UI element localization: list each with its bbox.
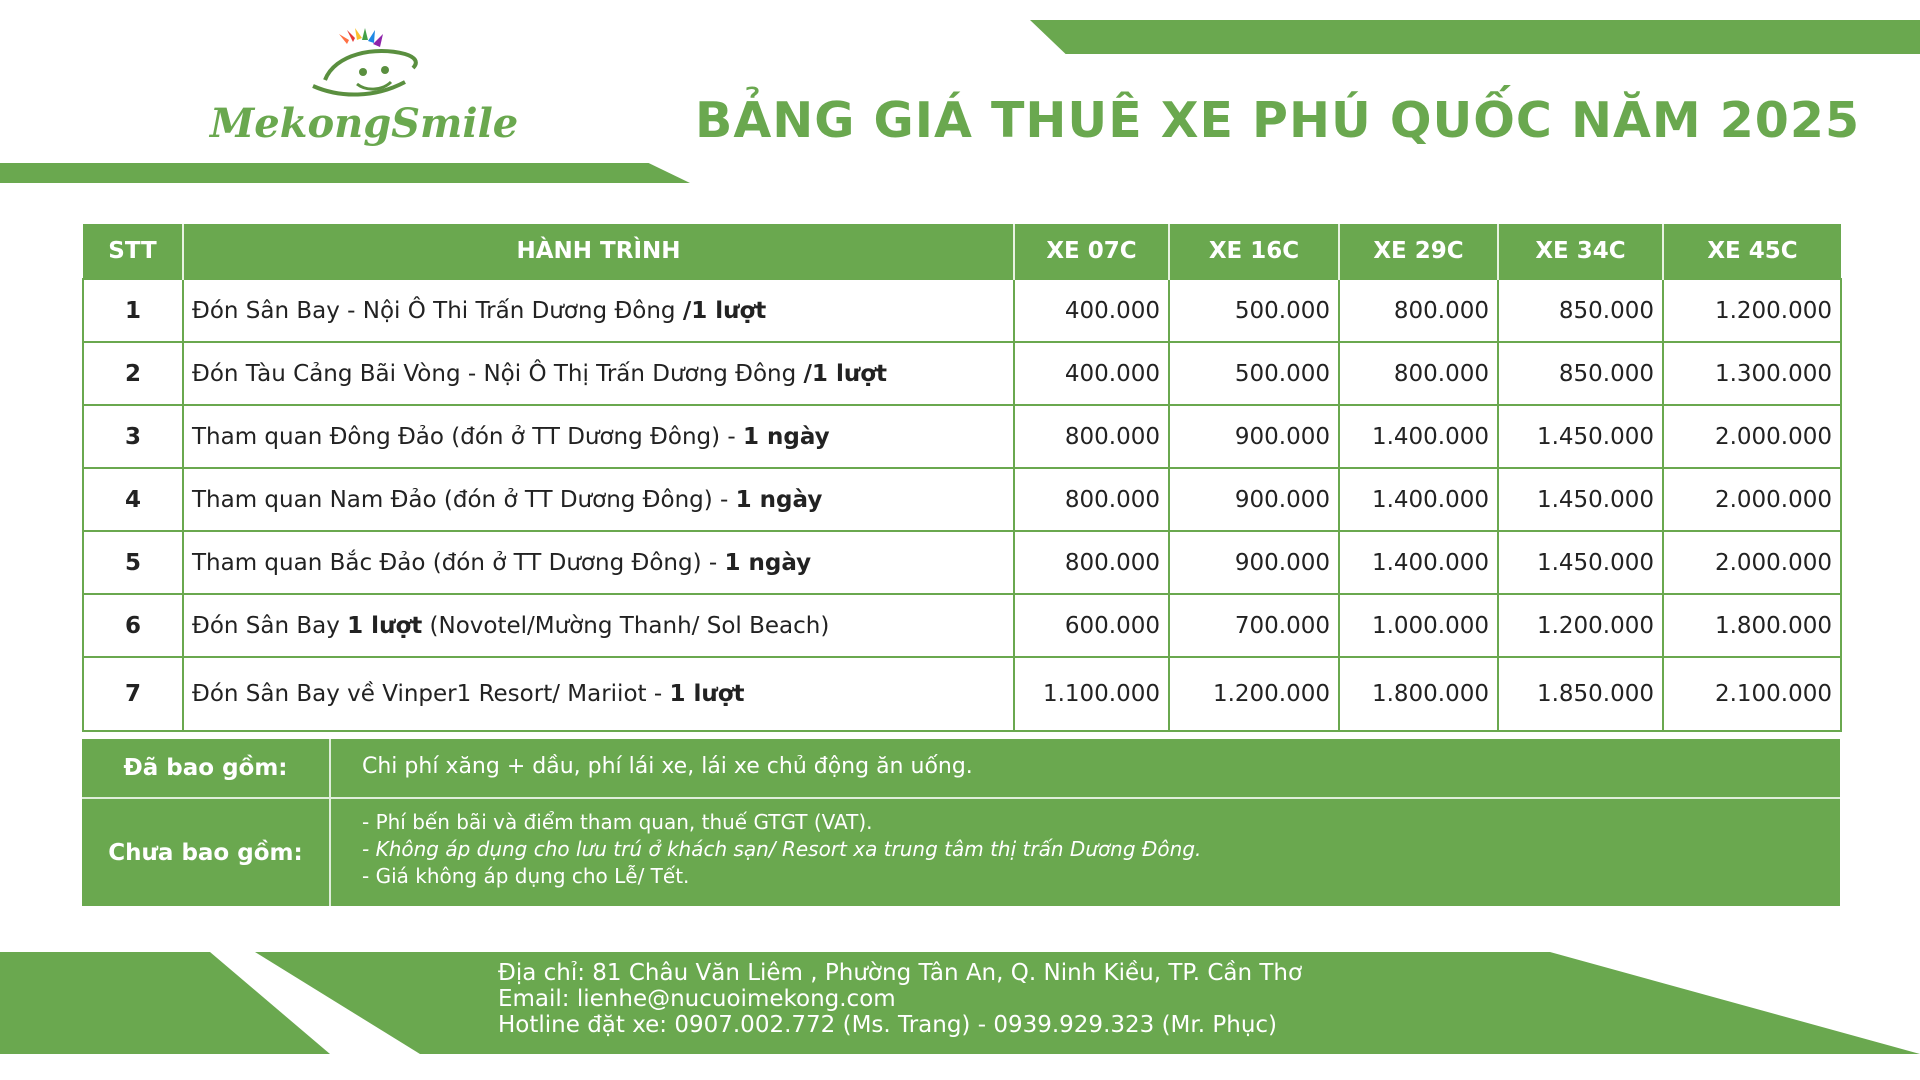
row-route — [183, 342, 1014, 405]
price-xe-16c: 700.000 — [1169, 594, 1339, 657]
route-tail-text: (Novotel/Mường Thanh/ Sol Beach) — [422, 612, 830, 639]
brand-logo — [210, 28, 530, 158]
price-xe-45c: 2.000.000 — [1663, 531, 1841, 594]
route-text: Đón Tàu Cảng Bãi Vòng - Nội Ô Thị Trấn Dương Đông — [192, 360, 804, 387]
price-xe-16c: 500.000 — [1169, 342, 1339, 405]
price-xe-45c: 1.300.000 — [1663, 342, 1841, 405]
contact-info — [498, 960, 1302, 1038]
excluded-label: Chưa bao gồm: — [82, 799, 331, 906]
row-route — [183, 468, 1014, 531]
route-bold-text: 1 ngày — [743, 423, 830, 450]
price-xe-07c: 600.000 — [1014, 594, 1169, 657]
price-xe-29c: 800.000 — [1339, 279, 1498, 342]
row-stt: 1 — [83, 279, 183, 342]
included-row — [82, 739, 1840, 799]
price-xe-16c: 900.000 — [1169, 405, 1339, 468]
route-bold-text: 1 lượt — [669, 681, 745, 707]
price-xe-07c: 800.000 — [1014, 468, 1169, 531]
price-xe-16c: 500.000 — [1169, 279, 1339, 342]
route-text: Tham quan Đông Đảo (đón ở TT Dương Đông) - — [192, 423, 744, 450]
row-route — [183, 657, 1014, 731]
price-xe-16c: 900.000 — [1169, 531, 1339, 594]
route-text: Đón Sân Bay — [192, 612, 348, 639]
header-stt: STT — [83, 224, 183, 279]
header-xe-07c: XE 07C — [1014, 224, 1169, 279]
route-bold-text: 1 ngày — [724, 549, 812, 576]
row-route — [183, 405, 1014, 468]
price-xe-29c: 1.400.000 — [1339, 468, 1498, 531]
header-xe-29c: XE 29C — [1339, 224, 1498, 279]
price-xe-29c: 800.000 — [1339, 342, 1498, 405]
price-xe-16c: 1.200.000 — [1169, 657, 1339, 731]
price-xe-07c: 400.000 — [1014, 342, 1169, 405]
header-xe-34c: XE 34C — [1498, 224, 1663, 279]
price-xe-34c: 1.450.000 — [1498, 405, 1663, 468]
top-green-band — [1030, 20, 1920, 54]
row-stt: 3 — [83, 405, 183, 468]
price-xe-34c: 850.000 — [1498, 342, 1663, 405]
price-xe-34c: 1.450.000 — [1498, 531, 1663, 594]
row-route — [183, 279, 1014, 342]
brand-name: MekongSmile — [210, 100, 519, 147]
table-header-row — [83, 224, 1841, 279]
left-green-band — [0, 163, 690, 183]
notes-section — [82, 739, 1840, 906]
table-row — [83, 279, 1841, 342]
table-row — [83, 342, 1841, 405]
table-row — [83, 594, 1841, 657]
row-stt: 5 — [83, 531, 183, 594]
excluded-list — [362, 809, 1201, 890]
row-stt: 6 — [83, 594, 183, 657]
price-xe-07c: 1.100.000 — [1014, 657, 1169, 731]
excluded-item: - Giá không áp dụng cho Lễ/ Tết. — [362, 864, 690, 888]
row-route — [183, 531, 1014, 594]
table-row — [83, 657, 1841, 731]
header-xe-16c: XE 16C — [1169, 224, 1339, 279]
included-text: Chi phí xăng + dầu, phí lái xe, lái xe chủ động ăn uống. — [362, 754, 973, 779]
price-xe-45c: 2.000.000 — [1663, 468, 1841, 531]
route-text: Đón Sân Bay - Nội Ô Thi Trấn Dương Đông — [192, 297, 683, 324]
row-route — [183, 594, 1014, 657]
header-route: HÀNH TRÌNH — [183, 224, 1014, 279]
price-xe-34c: 1.450.000 — [1498, 468, 1663, 531]
price-xe-07c: 800.000 — [1014, 531, 1169, 594]
route-bold-text: 1 lượt — [347, 612, 423, 639]
price-xe-45c: 1.800.000 — [1663, 594, 1841, 657]
contact-email[interactable]: Email: lienhe@nucuoimekong.com — [498, 986, 896, 1012]
price-xe-16c: 900.000 — [1169, 468, 1339, 531]
excluded-row — [82, 799, 1840, 906]
route-bold-text: /1 lượt — [682, 297, 767, 324]
smile-logo-icon — [295, 28, 425, 108]
price-xe-34c: 850.000 — [1498, 279, 1663, 342]
table-row — [83, 468, 1841, 531]
price-xe-07c: 400.000 — [1014, 279, 1169, 342]
price-xe-45c: 2.000.000 — [1663, 405, 1841, 468]
price-xe-34c: 1.200.000 — [1498, 594, 1663, 657]
contact-address: Địa chỉ: 81 Châu Văn Liêm , Phường Tân An, Q. Ninh Kiều, TP. Cần Thơ — [498, 960, 1303, 986]
price-xe-34c: 1.850.000 — [1498, 657, 1663, 731]
row-stt: 7 — [83, 657, 183, 731]
price-xe-45c: 1.200.000 — [1663, 279, 1841, 342]
row-stt: 2 — [83, 342, 183, 405]
price-xe-29c: 1.000.000 — [1339, 594, 1498, 657]
price-xe-45c: 2.100.000 — [1663, 657, 1841, 731]
price-xe-29c: 1.800.000 — [1339, 657, 1498, 731]
price-xe-29c: 1.400.000 — [1339, 405, 1498, 468]
excluded-item: - Phí bến bãi và điểm tham quan, thuế GTGT (VAT). — [362, 810, 873, 834]
route-bold-text: 1 ngày — [735, 486, 823, 513]
price-xe-07c: 800.000 — [1014, 405, 1169, 468]
row-stt: 4 — [83, 468, 183, 531]
route-text: Tham quan Bắc Đảo (đón ở TT Dương Đông) - — [192, 549, 725, 576]
included-label: Đã bao gồm: — [82, 739, 331, 797]
route-text: Đón Sân Bay về Vinper1 Resort/ Mariiot - — [192, 681, 670, 707]
route-text: Tham quan Nam Đảo (đón ở TT Dương Đông) - — [192, 486, 736, 513]
excluded-item: - Không áp dụng cho lưu trú ở khách sạn/ Resort xa trung tâm thị trấn Dương Đông. — [362, 837, 1202, 861]
route-bold-text: /1 lượt — [803, 360, 887, 387]
table-row — [83, 405, 1841, 468]
contact-hotline[interactable]: Hotline đặt xe: 0907.002.772 (Ms. Trang) - 0939.929.323 (Mr. Phục) — [498, 1012, 1278, 1038]
price-table — [82, 224, 1842, 732]
price-xe-29c: 1.400.000 — [1339, 531, 1498, 594]
page-title: BẢNG GIÁ THUÊ XE PHÚ QUỐC NĂM 2025 — [695, 92, 1861, 149]
header-xe-45c: XE 45C — [1663, 224, 1841, 279]
table-row — [83, 531, 1841, 594]
